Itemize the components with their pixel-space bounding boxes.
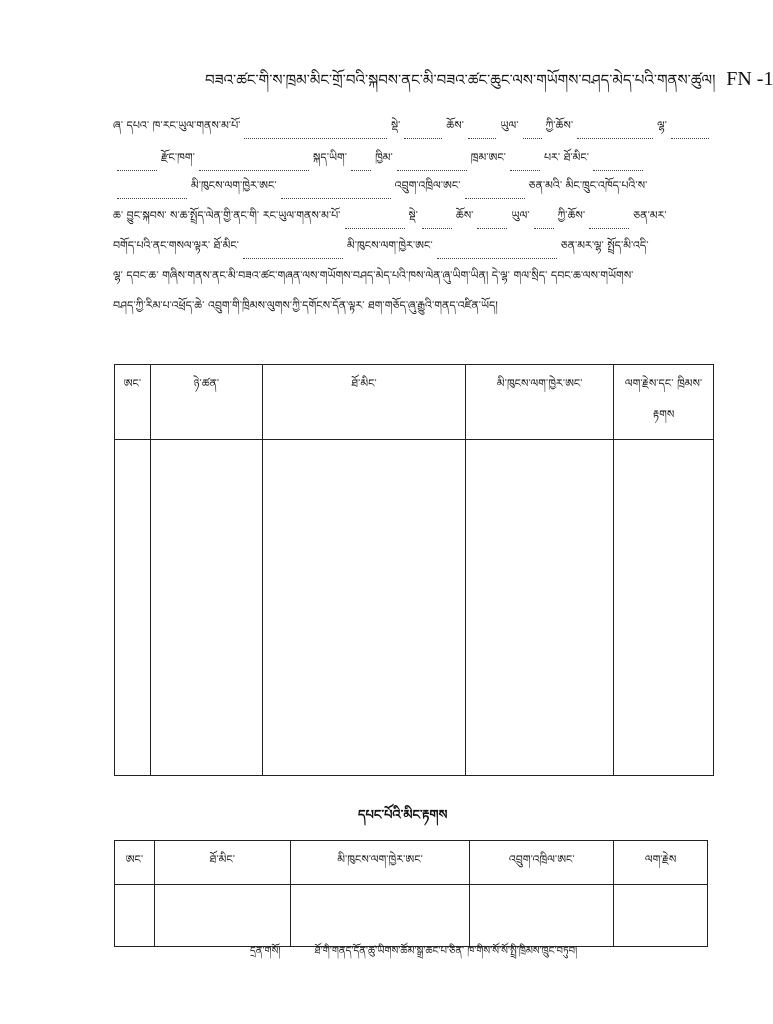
line1-blank-2[interactable]	[404, 137, 442, 139]
line4-blank-2[interactable]	[422, 227, 452, 229]
col-header-relation: ཉེ་ཚན་	[150, 365, 262, 440]
form-line-4	[113, 210, 713, 234]
cell-cid[interactable]	[466, 440, 614, 776]
form-code: FN -1	[726, 68, 773, 90]
form-line-6	[113, 270, 713, 294]
line2-blank-5[interactable]	[593, 169, 643, 171]
line1-blank-1[interactable]	[244, 137, 387, 139]
col-header-cid: མི་ཁུངས་ལག་ཁྱེར་ཨང་	[466, 365, 614, 440]
line4-text-6: ཡུལ་	[511, 209, 530, 222]
witness-col-cid: མི་ཁུངས་ལག་ཁྱེར་ཨང་	[290, 841, 470, 885]
table-row	[115, 885, 708, 947]
line3-blank-2[interactable]	[465, 197, 525, 199]
line2-text-3: སྐད་ཡིག་	[312, 151, 348, 164]
col-header-name: ཐོ་མིང་	[262, 365, 466, 440]
cell-number[interactable]	[115, 440, 151, 776]
line6-text-0: ལྷ་ དབང་ཆ་ གཞིས་གནས་ནང་མི་བཟའ་ཚང་གཞན་ལས་གཡོགས་བཤད་མེད་པའི་ཁས་ལེན་ཞུ་ཡིག་ཡིན། དེ་ལྷ་ གལ་སྲིད་ དབང་ཆ་ལས་གཡོགས་	[113, 269, 634, 282]
line2-blank-3[interactable]	[397, 169, 467, 171]
line2-text-7: ཁྲམ་ཨང་	[470, 151, 506, 164]
line2-text-5: ཁྱིམ་	[375, 151, 393, 164]
witness-col-number: ཨང་	[115, 841, 155, 885]
witness-cell-census[interactable]	[470, 885, 614, 947]
form-title-text: བཟའ་ཚང་གི་ས་ཁྲམ་མིང་གྲོ་བའི་སྐབས་ནང་མི་བཟའ་ཚང་ཆུང་ལས་གཡོགས་བཤད་མེད་པའི་གནས་ཚུལ།	[205, 71, 716, 89]
line1-blank-5[interactable]	[577, 137, 653, 139]
line1-blank-6[interactable]	[671, 137, 709, 139]
line2-blank-4[interactable]	[510, 169, 540, 171]
line2-text-1: རྫོང་ཁག་	[161, 151, 195, 164]
form-line-1	[113, 120, 713, 144]
form-line-3	[113, 180, 713, 204]
line4-text-10: ཅན་མར་	[633, 209, 667, 222]
witness-col-signature: ལག་རྗེས	[614, 841, 708, 885]
witness-section-title: དཔང་པོའི་མིང་རྟགས	[358, 808, 448, 823]
line7-text-0: བཤད་ཀྱི་རིམ་པ་འཕྲོད་ཆེ་ འབྲུག་གི་ཁྲིམས་ལུགས་ཀྱི་དགོངས་དོན་ལྟར་ ཐག་གཅོད་ཞུ་རྒྱུའི་གནད་འཛིན་ཡོད།	[113, 299, 498, 312]
line4-blank-3[interactable]	[477, 227, 507, 229]
cell-name[interactable]	[262, 440, 466, 776]
line4-text-8: ཀྱི་ཆོས་	[557, 209, 586, 222]
line4-blank-5[interactable]	[589, 227, 629, 229]
line2-blank-0[interactable]	[117, 169, 157, 171]
line2-blank-1[interactable]	[199, 169, 309, 171]
line1-text-9: ཀྱི་ཆོས་	[545, 119, 574, 132]
witness-cell-number[interactable]	[115, 885, 155, 947]
line4-text-2: སྡེ་	[408, 209, 418, 222]
line4-blank-1[interactable]	[345, 227, 405, 229]
footer-note	[250, 940, 577, 968]
line5-text-4: ཅན་མར་ལྷ་ སྤྲོད་མི་འདི་	[560, 239, 649, 252]
witness-cell-signature[interactable]	[614, 885, 708, 947]
witness-col-census: འབྲུག་འཁྲིལ་ཨང་	[470, 841, 614, 885]
line4-text-4: ཆོས་	[455, 209, 474, 222]
line1-text-11: ལྷ་	[657, 119, 667, 132]
line5-blank-1[interactable]	[243, 257, 343, 259]
line1-blank-3[interactable]	[468, 137, 497, 139]
line2-blank-2[interactable]	[351, 169, 371, 171]
line4-text-0: ཆ་ བྱུང་སྐབས་ ས་ཆ་སྤྲོད་ལེན་གྱི་ནང་གི་ རང་ཡུལ་གནས་མ་པོ་	[113, 209, 341, 222]
line3-text-1: མི་ཁུངས་ལག་ཁྱེར་ཨང་	[191, 179, 277, 192]
cell-relation[interactable]	[150, 440, 262, 776]
line3-blank-1[interactable]	[281, 197, 391, 199]
cell-signature[interactable]	[614, 440, 714, 776]
line1-text-3: སྡེ་	[390, 119, 401, 132]
line1-text-5: ཆོས་	[446, 119, 464, 132]
declaration-table	[114, 364, 714, 776]
table-row	[115, 440, 714, 776]
line1-text-1: རང་ཡུལ་གནས་མ་པོ་	[162, 119, 241, 132]
witness-cell-cid[interactable]	[290, 885, 470, 947]
line2-text-9: པར་ ཐོ་མིང་	[544, 151, 590, 164]
line3-blank-0[interactable]	[117, 197, 187, 199]
line3-text-5: ཅན་མའི་ མིང་ཁྲུང་འཁོད་པའི་ས་	[528, 179, 648, 192]
form-line-5	[113, 240, 713, 264]
line3-text-3: འབྲུག་འཁྲིལ་ཨང་	[394, 179, 461, 192]
witness-cell-name[interactable]	[154, 885, 290, 947]
witness-table	[114, 840, 708, 947]
col-header-signature: ལག་རྗེས་དང་ ཁྲིམས་རྟགས	[614, 365, 714, 440]
form-line-7	[113, 300, 713, 324]
col-header-number: ཨང་	[115, 365, 151, 440]
witness-col-name: ཐོ་མིང་	[154, 841, 290, 885]
line1-text-7: ཡུལ་	[500, 119, 519, 132]
line1-text-0: ཞ་ དཔའ་ ཁ་	[113, 119, 163, 132]
line5-text-0: བགོད་པའི་ནང་གསལ་ལྟར་ ཐོ་མིང་	[113, 239, 239, 252]
footer-note-label: དྲན་གསོ།	[250, 946, 281, 957]
form-title	[205, 64, 773, 106]
line4-blank-4[interactable]	[534, 227, 554, 229]
line1-blank-4[interactable]	[523, 137, 542, 139]
line5-blank-2[interactable]	[437, 257, 557, 259]
line5-text-2: མི་ཁུངས་ལག་ཁྱེར་ཨང་	[347, 239, 433, 252]
footer-note-text: ཐོ་གི་གནད་དོན་ཚུ་ཡིགས་ཚོམ་སྒྲ་ཆང་པ་ཅིན་ ཁ་གིས་སོ་སོ་སྤྲི་ཁྲིམས་ཁྲུང་བཏུབ།	[314, 946, 578, 957]
